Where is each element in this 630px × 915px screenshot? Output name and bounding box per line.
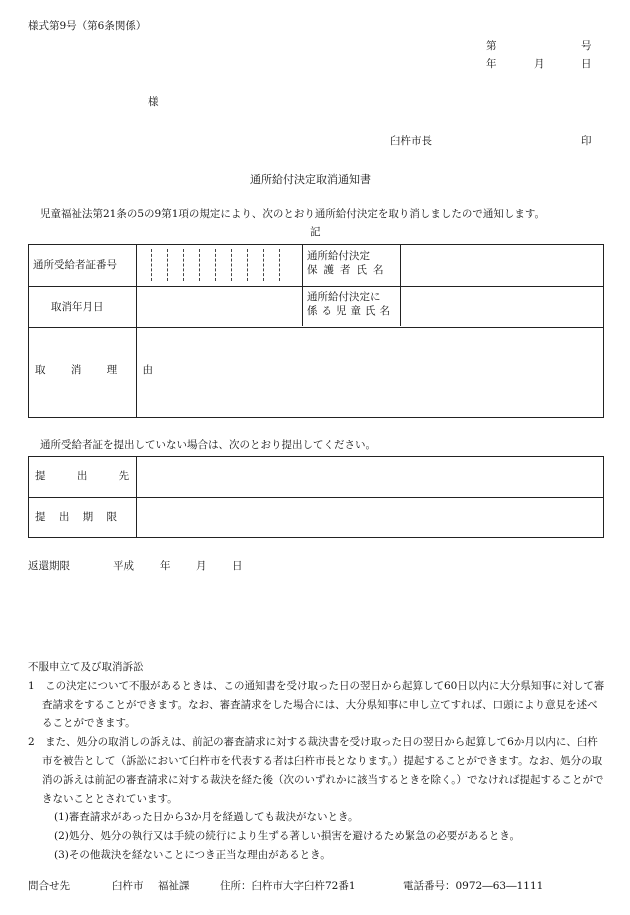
cancel-date-label: 取消年月日 bbox=[51, 301, 104, 313]
child-label-line1: 通所給付決定に bbox=[307, 291, 381, 303]
submit-note: 通所受給者証を提出していない場合は、次のとおり提出してください。 bbox=[40, 439, 376, 451]
contact-address: 住所：臼杵市大字臼杵72番1 bbox=[220, 880, 356, 892]
document-number-prefix: 第 bbox=[486, 40, 497, 52]
deadline-label: 提 出 期 限 bbox=[35, 511, 123, 523]
return-deadline-era: 平成 bbox=[113, 560, 134, 572]
appeal-section bbox=[28, 658, 606, 865]
appeal-heading: 不服申立て及び取消訴訟 bbox=[28, 661, 144, 673]
appeal-sub-1: (1)審査請求があった日から3か月を経過しても裁決がないとき。 bbox=[54, 811, 359, 824]
guardian-label-line1: 通所給付決定 bbox=[307, 250, 370, 262]
document-title: 通所給付決定取消通知書 bbox=[250, 173, 371, 186]
child-label-line2: 係る児童氏名 bbox=[307, 304, 394, 317]
return-deadline-day: 日 bbox=[232, 560, 243, 572]
child-name-label bbox=[307, 291, 395, 318]
date-month-label: 月 bbox=[534, 58, 545, 70]
return-deadline-month: 月 bbox=[196, 560, 207, 572]
date-day-label: 日 bbox=[581, 58, 592, 70]
seal-mark: 印 bbox=[581, 135, 592, 147]
contact-phone: 電話番号：0972―63―1111 bbox=[403, 880, 544, 892]
guardian-label-line2: 保護者氏名 bbox=[307, 263, 390, 276]
contact-dept: 福祉課 bbox=[158, 880, 190, 892]
destination-label: 提 出 先 bbox=[35, 470, 144, 482]
document-number-suffix: 号 bbox=[581, 40, 592, 52]
appeal-sub-2: (2)処分、処分の執行又は手続の続行により生ずる著しい損害を避けるため緊急の必要があるとき。 bbox=[54, 830, 520, 843]
appeal-item-2: 2 また、処分の取消しの訴えは、前記の審査請求に対する裁決書を受け取った日の翌日から起算して6か月以内に、臼杵市を被告として（訴訟において臼杵市を代表する者は臼杵市長となります。）提起することができます。なお、処分の取消の訴えは前記の審査請求に対する裁決を経た後（次のいずれかに該当するときを除く。）でなければ提起することができないこととされています。 bbox=[28, 736, 604, 805]
contact-city: 臼杵市 bbox=[112, 880, 144, 892]
contact-label: 問合せ先 bbox=[28, 880, 70, 892]
intro-text: 児童福祉法第21条の5の9第1項の規定により、次のとおり通所給付決定を取り消しましたので通知します。 bbox=[40, 208, 546, 220]
decision-table bbox=[28, 244, 604, 418]
issuer-name: 臼杵市長 bbox=[390, 135, 432, 147]
submission-table bbox=[28, 456, 604, 538]
recipient-number-label: 通所受給者証番号 bbox=[33, 259, 117, 271]
return-deadline-year: 年 bbox=[160, 560, 171, 572]
appeal-item-1: 1 この決定について不服があるときは、この通知書を受け取った日の翌日から起算して60日以内に大分県知事に対して審査請求をすることができます。なお、審査請求をした場合には、大分県知事に申し立てすれば、口頭により意見を述べることができます。 bbox=[28, 679, 605, 730]
guardian-name-label bbox=[307, 250, 395, 277]
date-year-label: 年 bbox=[486, 58, 497, 70]
addressee-suffix: 様 bbox=[148, 96, 159, 108]
cancel-reason-label: 取 消 理 由 bbox=[35, 364, 165, 376]
return-deadline-label: 返還期限 bbox=[28, 560, 70, 572]
ki-mark: 記 bbox=[310, 226, 321, 238]
form-number: 様式第9号（第6条関係） bbox=[28, 20, 147, 32]
appeal-sub-3: (3)その他裁決を経ないことにつき正当な理由があるとき。 bbox=[54, 848, 331, 861]
